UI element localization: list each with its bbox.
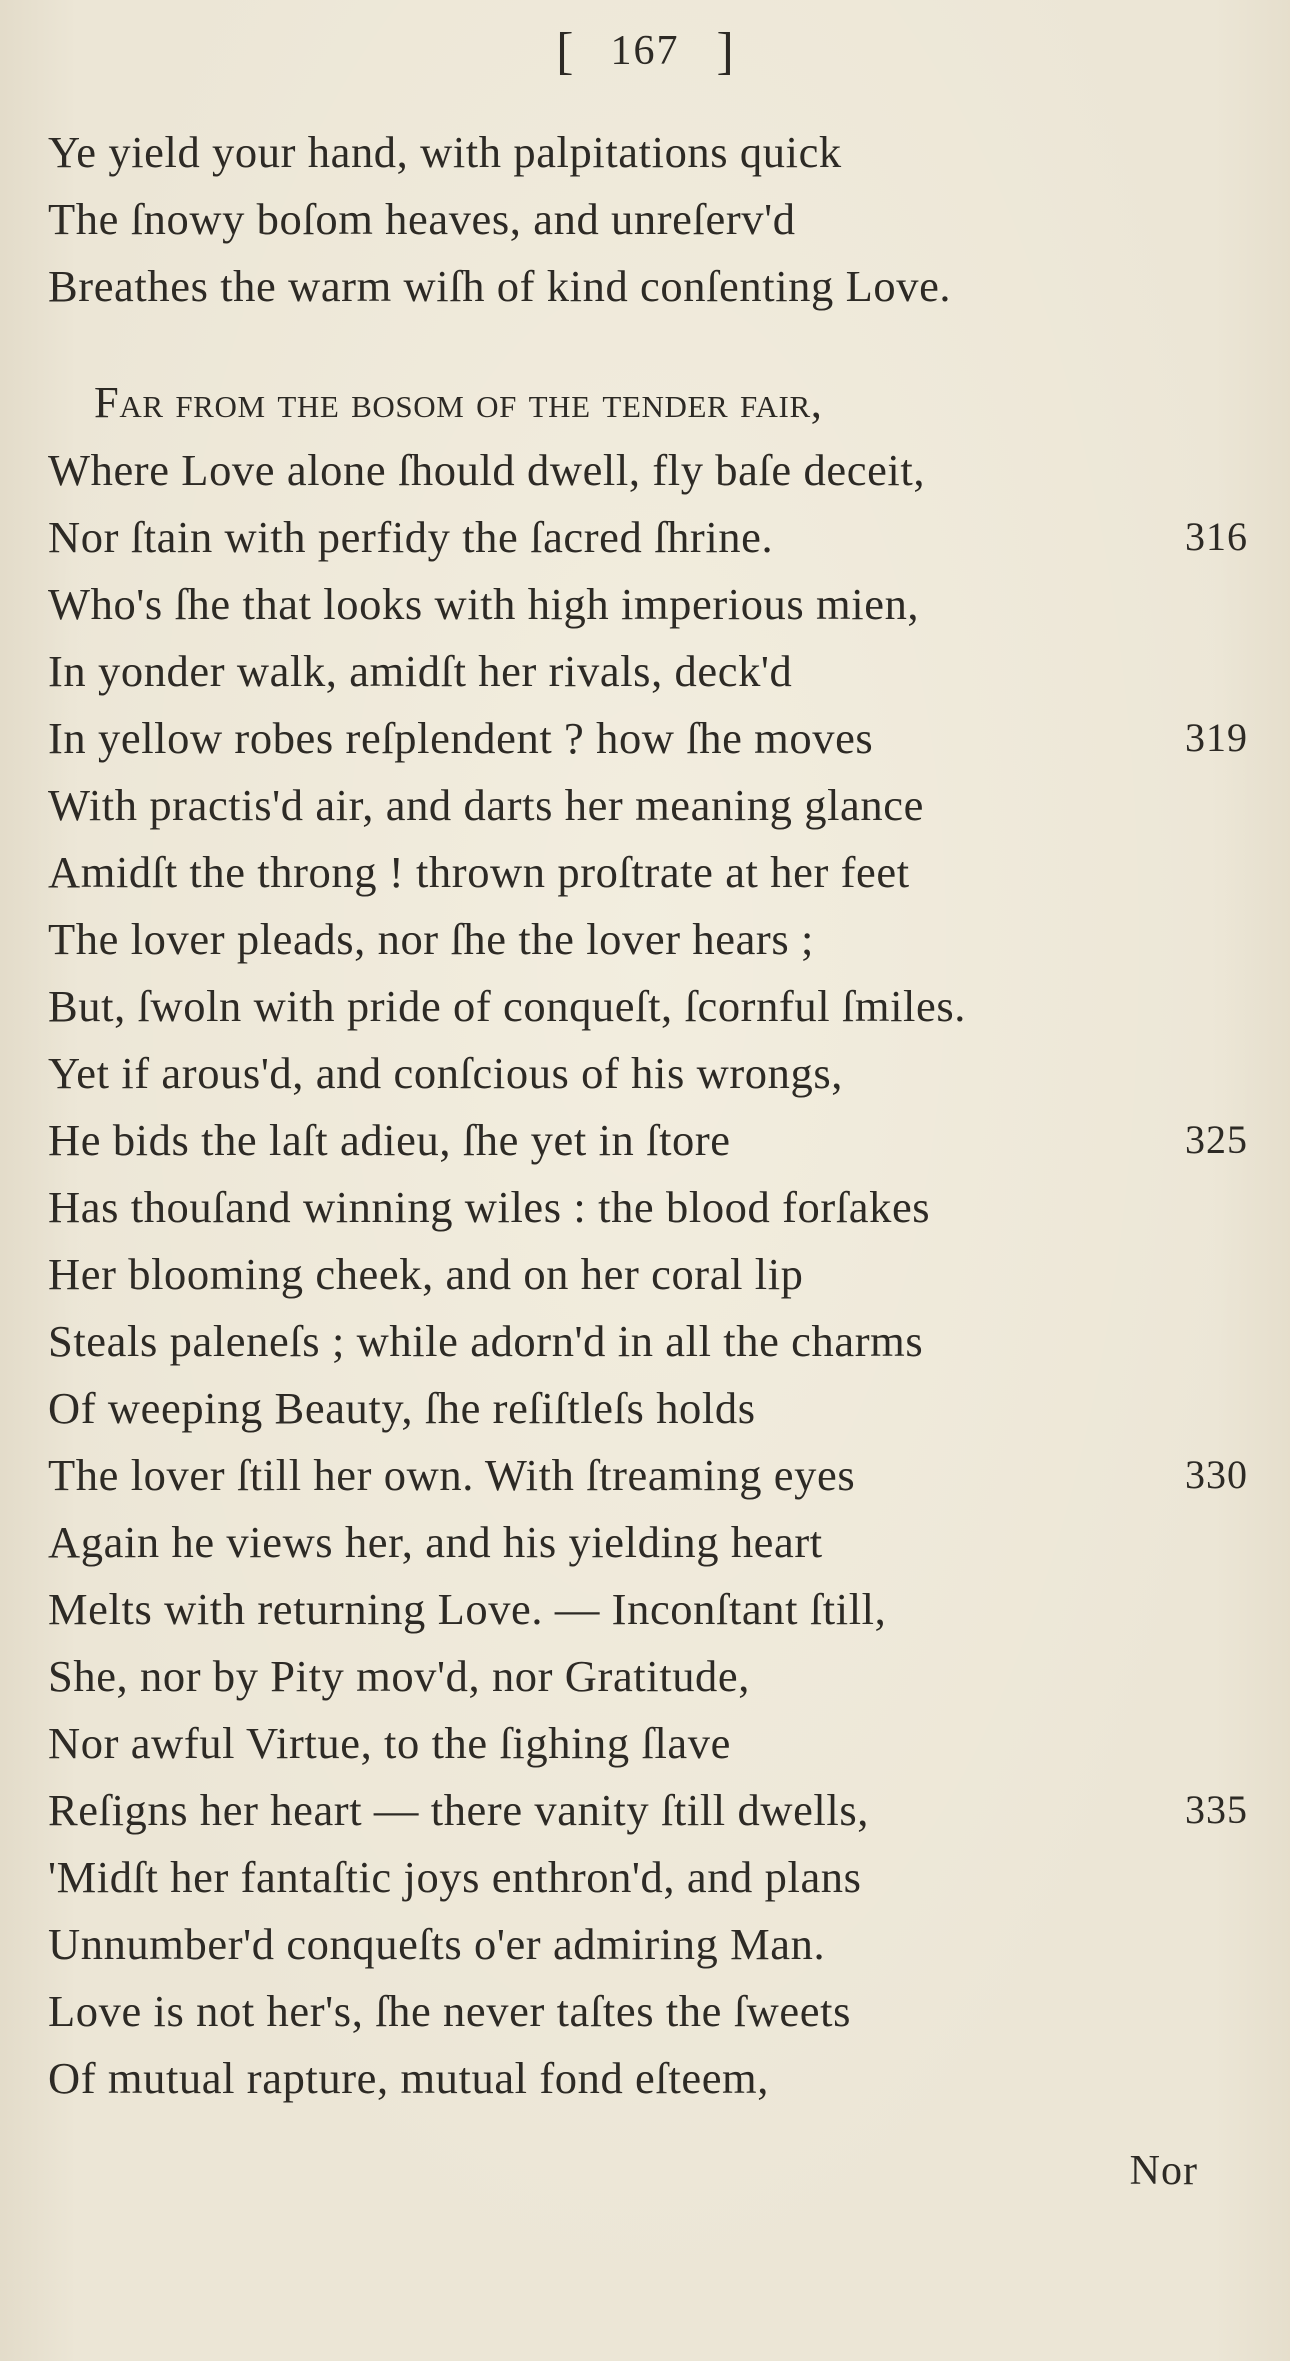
verse-line (48, 842, 1248, 902)
verse-text: Melts with returning Love. — Inconſtant ſtill, (48, 1584, 887, 1634)
verse-text: 'Midſt her fantaſtic joys enthron'd, and plans (48, 1852, 862, 1902)
line-number: 335 (1185, 1787, 1248, 1832)
verse-text: Has thouſand winning wiles : the blood forſakes (48, 1182, 931, 1232)
verse-text: Ye yield your hand, with palpitations quick (48, 127, 842, 177)
verse-line (48, 976, 1248, 1036)
verse-text: The lover pleads, nor ſhe the lover hears ; (48, 914, 814, 964)
verse-line (48, 1579, 1248, 1639)
verse-text: He bids the laſt adieu, ſhe yet in ſtore (48, 1115, 731, 1165)
verse-text: Where Love alone ſhould dwell, fly baſe deceit, (48, 445, 926, 495)
verse-text: Unnumber'd conqueſts o'er admiring Man. (48, 1919, 826, 1969)
verse-text: Her blooming cheek, and on her coral lip (48, 1249, 804, 1299)
catchword: Nor (1129, 2148, 1198, 2194)
verse-line (48, 1311, 1248, 1371)
verse-line (48, 641, 1248, 701)
verse-line (48, 1981, 1248, 2041)
verse-text: Who's ſhe that looks with high imperious mien, (48, 579, 920, 629)
verse-text: Nor awful Virtue, to the ſighing ſlave (48, 1718, 731, 1768)
verse-line (48, 1445, 1248, 1505)
verse-line (48, 1914, 1248, 1974)
verse-text: Amidſt the throng ! thrown proſtrate at her feet (48, 847, 910, 897)
verse-line (48, 909, 1248, 969)
verse-line (48, 1110, 1248, 1170)
verse-line (48, 122, 1248, 182)
verse-text: She, nor by Pity mov'd, nor Gratitude, (48, 1651, 750, 1701)
verse-line (48, 1780, 1248, 1840)
verse-line (48, 775, 1248, 835)
line-number: 330 (1185, 1452, 1248, 1497)
verse-text: Reſigns her heart — there vanity ſtill dwells, (48, 1785, 869, 1835)
bracket-open: [ (556, 23, 574, 80)
verse-line (48, 507, 1248, 567)
verse-text: Steals paleneſs ; while adorn'd in all the charms (48, 1316, 924, 1366)
verse-text: Of mutual rapture, mutual fond eſteem, (48, 2053, 769, 2103)
verse-line (48, 1177, 1248, 1237)
verse-text: Nor ſtain with perfidy the ſacred ſhrine. (48, 512, 774, 562)
verse-text: In yellow robes reſplendent ? how ſhe moves (48, 713, 874, 763)
verse-line (48, 1244, 1248, 1304)
line-number: 316 (1185, 514, 1248, 559)
verse-text: The ſnowy boſom heaves, and unreſerv'd (48, 194, 796, 244)
bracket-close: ] (716, 23, 734, 80)
verse-line (48, 1512, 1248, 1572)
verse-line (48, 1713, 1248, 1773)
verse-line (48, 1646, 1248, 1706)
verse-text: The lover ſtill her own. With ſtreaming eyes (48, 1450, 856, 1500)
verse-text: Far from the boſom of the tender fair, (94, 377, 823, 427)
verse-line (48, 2048, 1248, 2108)
line-number: 319 (1185, 715, 1248, 760)
verse-line (48, 256, 1248, 316)
verse-line (48, 708, 1248, 768)
verse-text: With practis'd air, and darts her meaning glance (48, 780, 924, 830)
verse-line (48, 440, 1248, 500)
verse-text: Again he views her, and his yielding heart (48, 1517, 823, 1567)
verse-line (48, 189, 1248, 249)
verse-text: Breathes the warm wiſh of kind conſenting Love. (48, 261, 952, 311)
verse-line (48, 1378, 1248, 1438)
verse-line (48, 1043, 1248, 1103)
verse-line-stanza-start (94, 372, 1248, 432)
verse-text: Of weeping Beauty, ſhe reſiſtleſs holds (48, 1383, 756, 1433)
line-number: 325 (1185, 1117, 1248, 1162)
page-number-header (0, 22, 1290, 81)
verse-line (48, 1847, 1248, 1907)
verse-text: In yonder walk, amidſt her rivals, deck'd (48, 646, 793, 696)
verse-line (48, 574, 1248, 634)
verse-text: Love is not her's, ſhe never taſtes the ſweets (48, 1986, 852, 2036)
verse-text: Yet if arous'd, and conſcious of his wrongs, (48, 1048, 843, 1098)
page-number: 167 (610, 28, 680, 74)
verse-text: But, ſwoln with pride of conqueſt, ſcornful ſmiles. (48, 981, 966, 1031)
